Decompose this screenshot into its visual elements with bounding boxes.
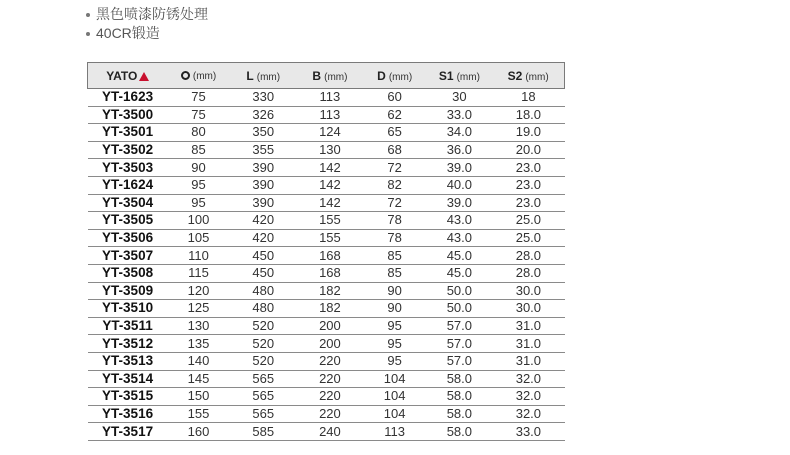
table-row [88,405,565,423]
cell-model: YT-3506 [88,229,168,247]
table-row [88,300,565,318]
cell-depth-D: 72 [363,194,427,212]
cell-size-S1: 30 [426,89,492,107]
table-row [88,282,565,300]
cell-size-S1: 39.0 [426,159,492,177]
cell-model: YT-3512 [88,335,168,353]
header-unit: (mm) [256,71,281,83]
cell-diameter: 105 [168,229,230,247]
cell-length-L: 480 [229,300,297,318]
cell-length-L: 420 [229,212,297,230]
cell-size-S2: 32.0 [492,370,564,388]
cell-size-S2: 18.0 [492,106,564,124]
table-row [88,370,565,388]
cell-depth-D: 60 [363,89,427,107]
cell-depth-D: 78 [363,212,427,230]
cell-width-B: 182 [297,300,363,318]
cell-depth-D: 104 [363,405,427,423]
cell-width-B: 113 [297,106,363,124]
table-row [88,106,565,124]
cell-width-B: 155 [297,229,363,247]
cell-size-S2: 19.0 [492,124,564,142]
cell-depth-D: 113 [363,423,427,441]
cell-width-B: 124 [297,124,363,142]
cell-width-B: 200 [297,317,363,335]
cell-model: YT-3515 [88,388,168,406]
cell-depth-D: 72 [363,159,427,177]
cell-diameter: 80 [168,124,230,142]
cell-size-S2: 32.0 [492,405,564,423]
cell-diameter: 150 [168,388,230,406]
cell-length-L: 420 [229,229,297,247]
header-diameter [168,63,230,89]
cell-depth-D: 85 [363,247,427,265]
cell-width-B: 220 [297,352,363,370]
cell-model: YT-3501 [88,124,168,142]
cell-size-S1: 57.0 [426,317,492,335]
feature-text: 40CR锻造 [96,25,160,41]
cell-size-S2: 18 [492,89,564,107]
table-row [88,212,565,230]
cell-size-S2: 32.0 [492,388,564,406]
header-S1 [426,63,492,89]
header-symbol: S2 [507,68,523,83]
table-row [88,352,565,370]
header-symbol: L [246,68,254,83]
cell-size-S1: 40.0 [426,176,492,194]
cell-size-S2: 25.0 [492,212,564,230]
cell-size-S2: 30.0 [492,300,564,318]
cell-size-S1: 45.0 [426,264,492,282]
cell-diameter: 135 [168,335,230,353]
cell-size-S1: 57.0 [426,352,492,370]
cell-length-L: 450 [229,264,297,282]
table-row [88,89,565,107]
cell-size-S1: 58.0 [426,388,492,406]
cell-length-L: 390 [229,176,297,194]
cell-depth-D: 95 [363,317,427,335]
cell-size-S1: 50.0 [426,282,492,300]
table-row [88,124,565,142]
cell-depth-D: 90 [363,300,427,318]
cell-diameter: 145 [168,370,230,388]
cell-diameter: 75 [168,106,230,124]
cell-diameter: 130 [168,317,230,335]
cell-size-S2: 23.0 [492,176,564,194]
cell-width-B: 220 [297,388,363,406]
cell-width-B: 142 [297,159,363,177]
cell-size-S2: 28.0 [492,264,564,282]
cell-length-L: 565 [229,388,297,406]
cell-width-B: 142 [297,176,363,194]
cell-model: YT-3502 [88,141,168,159]
cell-diameter: 110 [168,247,230,265]
header-S2 [492,63,564,89]
feature-item [86,24,208,43]
cell-model: YT-3511 [88,317,168,335]
header-L [229,63,297,89]
cell-size-S2: 20.0 [492,141,564,159]
cell-size-S2: 23.0 [492,194,564,212]
cell-width-B: 142 [297,194,363,212]
cell-diameter: 160 [168,423,230,441]
cell-model: YT-3516 [88,405,168,423]
brand-header [88,63,168,89]
table-row [88,141,565,159]
cell-model: YT-3517 [88,423,168,441]
table-header-row [88,63,565,89]
cell-size-S1: 39.0 [426,194,492,212]
cell-model: YT-3500 [88,106,168,124]
cell-depth-D: 78 [363,229,427,247]
bullet-icon [86,32,90,36]
cell-diameter: 125 [168,300,230,318]
socket-size-icon [181,71,190,80]
cell-size-S1: 57.0 [426,335,492,353]
yato-triangle-icon [139,72,149,81]
cell-size-S1: 43.0 [426,212,492,230]
header-unit: (mm) [192,70,217,82]
cell-length-L: 350 [229,124,297,142]
cell-size-S1: 58.0 [426,423,492,441]
cell-size-S1: 58.0 [426,405,492,423]
brand-logo [106,69,149,83]
header-symbol: B [312,68,322,83]
cell-model: YT-3514 [88,370,168,388]
table-row [88,194,565,212]
cell-length-L: 390 [229,159,297,177]
table-row [88,317,565,335]
cell-width-B: 168 [297,247,363,265]
cell-width-B: 113 [297,89,363,107]
table-row [88,335,565,353]
cell-diameter: 85 [168,141,230,159]
cell-length-L: 390 [229,194,297,212]
table-row [88,388,565,406]
cell-length-L: 520 [229,335,297,353]
cell-size-S2: 30.0 [492,282,564,300]
cell-model: YT-1623 [88,89,168,107]
cell-depth-D: 95 [363,352,427,370]
feature-text: 黑色喷漆防锈处理 [96,6,208,22]
brand-name: YATO [106,68,138,83]
cell-size-S2: 25.0 [492,229,564,247]
cell-length-L: 565 [229,370,297,388]
cell-diameter: 95 [168,176,230,194]
cell-depth-D: 62 [363,106,427,124]
cell-length-L: 330 [229,89,297,107]
cell-length-L: 450 [229,247,297,265]
cell-size-S1: 43.0 [426,229,492,247]
cell-width-B: 240 [297,423,363,441]
cell-depth-D: 68 [363,141,427,159]
cell-width-B: 182 [297,282,363,300]
table-row [88,229,565,247]
cell-size-S2: 23.0 [492,159,564,177]
cell-length-L: 480 [229,282,297,300]
cell-width-B: 200 [297,335,363,353]
cell-size-S1: 34.0 [426,124,492,142]
cell-length-L: 520 [229,352,297,370]
bullet-icon [86,13,90,17]
cell-model: YT-3503 [88,159,168,177]
cell-size-S2: 31.0 [492,335,564,353]
cell-diameter: 90 [168,159,230,177]
spec-table [87,62,565,441]
cell-width-B: 220 [297,370,363,388]
cell-model: YT-3513 [88,352,168,370]
cell-width-B: 130 [297,141,363,159]
header-unit: (mm) [525,71,549,83]
cell-model: YT-1624 [88,176,168,194]
cell-diameter: 120 [168,282,230,300]
header-unit: (mm) [388,71,413,83]
cell-size-S2: 31.0 [492,317,564,335]
table-row [88,264,565,282]
cell-depth-D: 95 [363,335,427,353]
cell-size-S1: 33.0 [426,106,492,124]
cell-diameter: 100 [168,212,230,230]
cell-diameter: 75 [168,89,230,107]
cell-width-B: 168 [297,264,363,282]
cell-model: YT-3509 [88,282,168,300]
cell-diameter: 95 [168,194,230,212]
cell-size-S2: 28.0 [492,247,564,265]
cell-diameter: 140 [168,352,230,370]
cell-length-L: 355 [229,141,297,159]
cell-depth-D: 104 [363,370,427,388]
header-B [297,63,363,89]
header-symbol: D [377,68,386,83]
cell-model: YT-3505 [88,212,168,230]
cell-length-L: 565 [229,405,297,423]
feature-item [86,5,208,24]
cell-size-S2: 31.0 [492,352,564,370]
cell-model: YT-3508 [88,264,168,282]
feature-list [86,5,208,43]
header-symbol: S1 [438,68,454,83]
cell-width-B: 220 [297,405,363,423]
cell-size-S1: 45.0 [426,247,492,265]
header-unit: (mm) [324,71,348,83]
cell-depth-D: 104 [363,388,427,406]
table-row [88,247,565,265]
cell-size-S1: 58.0 [426,370,492,388]
cell-size-S2: 33.0 [492,423,564,441]
cell-model: YT-3507 [88,247,168,265]
cell-width-B: 155 [297,212,363,230]
cell-diameter: 115 [168,264,230,282]
header-D [363,63,427,89]
cell-depth-D: 82 [363,176,427,194]
cell-model: YT-3510 [88,300,168,318]
cell-diameter: 155 [168,405,230,423]
header-unit: (mm) [456,71,480,83]
cell-depth-D: 90 [363,282,427,300]
cell-model: YT-3504 [88,194,168,212]
table-row [88,159,565,177]
cell-length-L: 326 [229,106,297,124]
cell-depth-D: 65 [363,124,427,142]
cell-depth-D: 85 [363,264,427,282]
table-row [88,176,565,194]
cell-size-S1: 36.0 [426,141,492,159]
table-row [88,423,565,441]
cell-size-S1: 50.0 [426,300,492,318]
cell-length-L: 520 [229,317,297,335]
cell-length-L: 585 [229,423,297,441]
